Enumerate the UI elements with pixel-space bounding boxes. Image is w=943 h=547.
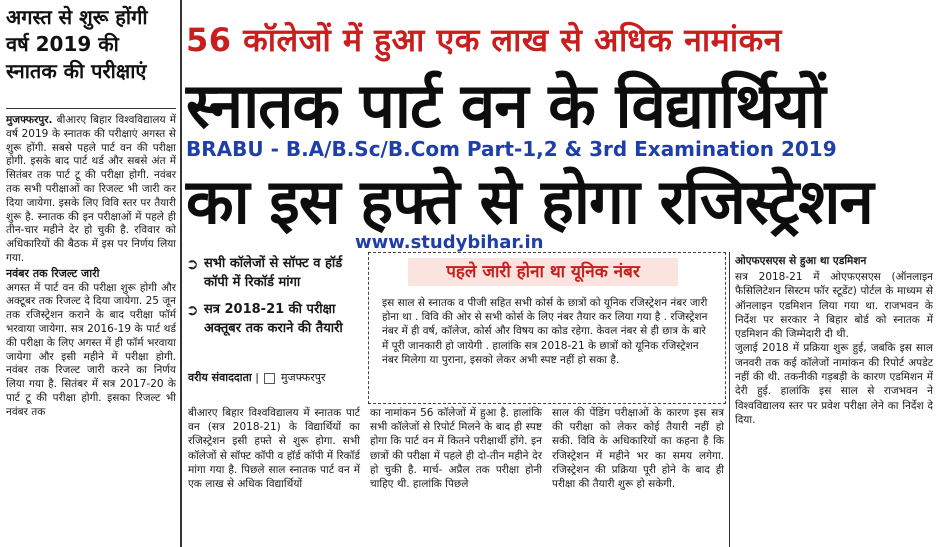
left-para-1-text: बीआरए बिहार विश्वविद्यालय में वर्ष 2019 के स्नातक की परीक्षाएं अगस्त से शुरू होंगी. सबसे पहले पार्ट वन की परीक्षा होगी. इसके बाद पार्ट थर्ड और सबसे अंत में सितंबर तक पार्ट टू की परीक्षा होगी. नवंबर तक सभी परीक्षाओं का रिजल्ट भी जारी कर दिया जायेगा. इसके लिए विवि स्तर पर तैयारी शुरू है. स्नातक की इन परीक्षाओं में पहले ही तीन-चार महीने देर हो चुकी है. रविवार को अधिकारियों की बैठक में इस पर निर्णय लिया गया.	[6, 114, 177, 264]
bullet-item	[186, 300, 358, 338]
info-box-body: इस साल से स्नातक व पीजी सहित सभी कोर्स के छात्रों को यूनिक रजिस्ट्रेशन नंबर जारी होना था . विवि की ओर से सभी कोर्स के लिए नंबर तैयार कर लिया गया है . रजिस्ट्रेशन नंबर में ही वर्ष, कॉलेज, कोर्स और विषय का कोड रहेगा. केवल नंबर से ही छात्र के बारे में पूरी जानकारी हो जायेगी . हालांकि सत्र 2018-21 के छात्रों को यूनिक रजिस्ट्रेशन नंबर मिलेगा या पुराना, इसको लेकर अभी स्पष्ट नहीं हो सका है.	[382, 297, 708, 366]
story-column-2: का नामांकन 56 कॉलेजों में हुआ है. हालांकि सभी कॉलेजों से रिपोर्ट मिलने के बाद ही स्पष्ट होगा कि पार्ट वन में कितने परीक्षार्थी होंगे. इन छात्रों की परीक्षा में पहले ही दो-तीन महीने देर हो चुकी है. मार्च- अप्रैल तक परीक्षा होनी चाहिए थी. हालांकि पिछले	[370, 407, 542, 491]
main-headline-line-1: स्नातक पार्ट वन के विद्यार्थियों	[186, 69, 825, 142]
bullet-item	[186, 254, 358, 292]
byline-separator: |	[255, 371, 259, 384]
byline-location: मुजफ्फरपुर	[280, 371, 326, 384]
column-divider-right	[729, 252, 730, 547]
byline	[188, 370, 363, 385]
right-para-1: सत्र 2018-21 में ओएफएसएस (ऑनलाइन फैसिलिटेशन सिस्टम फॉर स्टूडेंट) पोर्टल के माध्यम से ऑनलाइन एडमिशन लिया गया था. राजभवन के निर्देश पर सरकार ने बिहार बोर्ड को स्नातक में एडमिशन की जिम्मेदारी दी थी.	[735, 271, 933, 341]
watermark-url: www.studybihar.in	[355, 232, 544, 253]
right-story	[735, 270, 933, 427]
bullet-text: सभी कॉलेजों से सॉफ्ट व हॉर्ड कॉपी में रिकॉर्ड मांगा	[204, 256, 343, 290]
highlight-bullets	[186, 254, 358, 346]
column-divider-left	[180, 0, 182, 547]
arrow-icon: ➲	[186, 301, 199, 319]
byline-author: वरीय संवाददाता	[188, 371, 252, 384]
overlay-exam-title: BRABU - B.A/B.Sc/B.Com Part-1,2 & 3rd Examination 2019	[186, 137, 837, 161]
right-para-2: जुलाई 2018 में प्रक्रिया शुरू हुई, जबकि इस साल जनवरी तक कई कॉलेजों नामांकन की रिपोर्ट अपडेट नहीं की थी. तकनीकी गड़बड़ी के कारण एडमिशन में देरी हुई. हालांकि इस साल से राजभवन ने विश्वविद्यालय स्तर पर प्रवेश परीक्षा लेने का निर्देश दे दिया.	[735, 342, 933, 426]
left-headline: अगस्त से शुरू होंगी वर्ष 2019 की स्नातक की परीक्षाएं	[6, 5, 148, 83]
left-story	[6, 114, 176, 420]
main-headline-line-2: का इस हफ्ते से होगा रजिस्ट्रेशन	[186, 165, 873, 238]
bullet-text: सत्र 2018-21 की परीक्षा अक्तूबर तक कराने की तैयारी	[204, 302, 343, 336]
arrow-icon: ➲	[186, 255, 199, 273]
info-box-title: पहले जारी होना था यूनिक नंबर	[408, 258, 678, 286]
right-subhead: ओएफएसएस से हुआ था एडमिशन	[735, 255, 867, 267]
kicker-headline: 56 कॉलेजों में हुआ एक लाख से अधिक नामांकन	[186, 21, 782, 59]
story-column-3: साल की पेंडिंग परीक्षाओं के कारण इस सत्र की परीक्षा को लेकर कोई तैयारी नहीं हो सकी. विवि के अधिकारियों का कहना है कि रजिस्ट्रेशन में महीने भर का समय लगेगा. रजिस्ट्रेशन की प्रक्रिया पूरी होने के बाद ही परीक्षा की तैयारी शुरू हो सकेगी.	[552, 407, 724, 491]
left-subhead: नवंबर तक रिजल्ट जारी	[6, 266, 100, 280]
location-icon	[264, 373, 275, 384]
story-column-1: बीआरए बिहार विश्वविद्यालय में स्नातक पार्ट वन (सत्र 2018-21) के विद्यार्थियों का रजिस्ट्रेशन इसी हफ्ते से शुरू होगा. सभी कॉलेजों से सॉफ्ट कॉपी व हॉर्ड कॉपी में रिकॉर्ड मांगा गया है. पिछले साल स्नातक पार्ट वन में एक लाख से अधिक विद्यार्थियों	[188, 407, 360, 491]
left-para-2: अगस्त में पार्ट वन की परीक्षा शुरू होगी और अक्टूबर तक रिजल्ट दे दिया जायेगा. 25 जून तक रजिस्ट्रेशन कराने के बाद परीक्षा फॉर्म भरवाया जायेगा. सत्र 2016-19 के पार्ट थर्ड की परीक्षा के लिए अगस्त में ही फॉर्म भरवाया जायेगा और इसी महीने में परीक्षा होगी. नवंबर तक रिजल्ट जारी करने का निर्णय लिया गया है. सितंबर में सत्र 2017-20 के पार्ट टू की परीक्षा होगी. इसका रिजल्ट भी नवंबर तक	[6, 281, 176, 418]
left-headline-underline	[6, 108, 176, 109]
dateline: मुजफ्फरपुर.	[6, 114, 53, 126]
left-para-1	[6, 114, 176, 266]
